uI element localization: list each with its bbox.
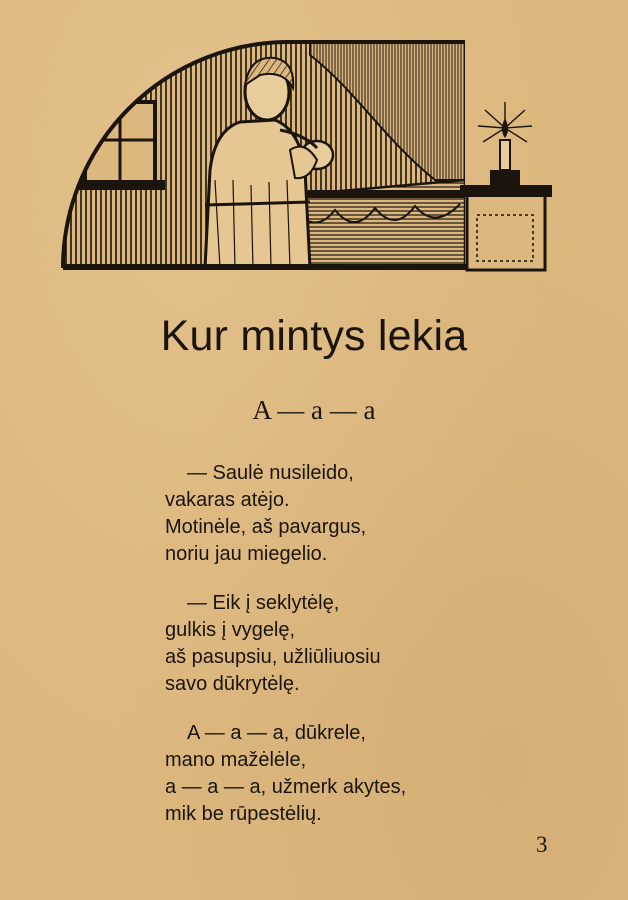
poem-line: gulkis į vygelę,: [165, 619, 296, 641]
poem-line: A — a — a, dūkrele,: [187, 722, 366, 744]
stanza: [165, 720, 565, 828]
poem-line: mano mažėlėle,: [165, 749, 307, 771]
poem-line: noriu jau miegelio.: [165, 543, 328, 565]
poem-line: — Eik į seklytėlę,: [187, 592, 340, 614]
poem-line: vakaras atėjo.: [165, 489, 290, 511]
page-title: Kur mintys lekia: [160, 312, 468, 360]
poem-line: — Saulė nusileido,: [187, 462, 354, 484]
mother-and-child-illustration: [55, 30, 555, 275]
poem-body: [165, 460, 565, 850]
poem-line: mik be rūpestėlių.: [165, 803, 322, 825]
candle-icon: [460, 102, 552, 270]
poem-line: savo dūkrytėlę.: [165, 673, 300, 695]
poem-line: a — a — a, užmerk akytes,: [165, 776, 407, 798]
stanza: [165, 590, 565, 698]
stanza: [165, 460, 565, 568]
poem-line: Motinėle, aš pavargus,: [165, 516, 367, 538]
poem-line: aš pasupsiu, užliūliuosiu: [165, 646, 381, 668]
page-number: 3: [536, 832, 548, 857]
poem-subtitle: A — a — a: [252, 395, 376, 425]
